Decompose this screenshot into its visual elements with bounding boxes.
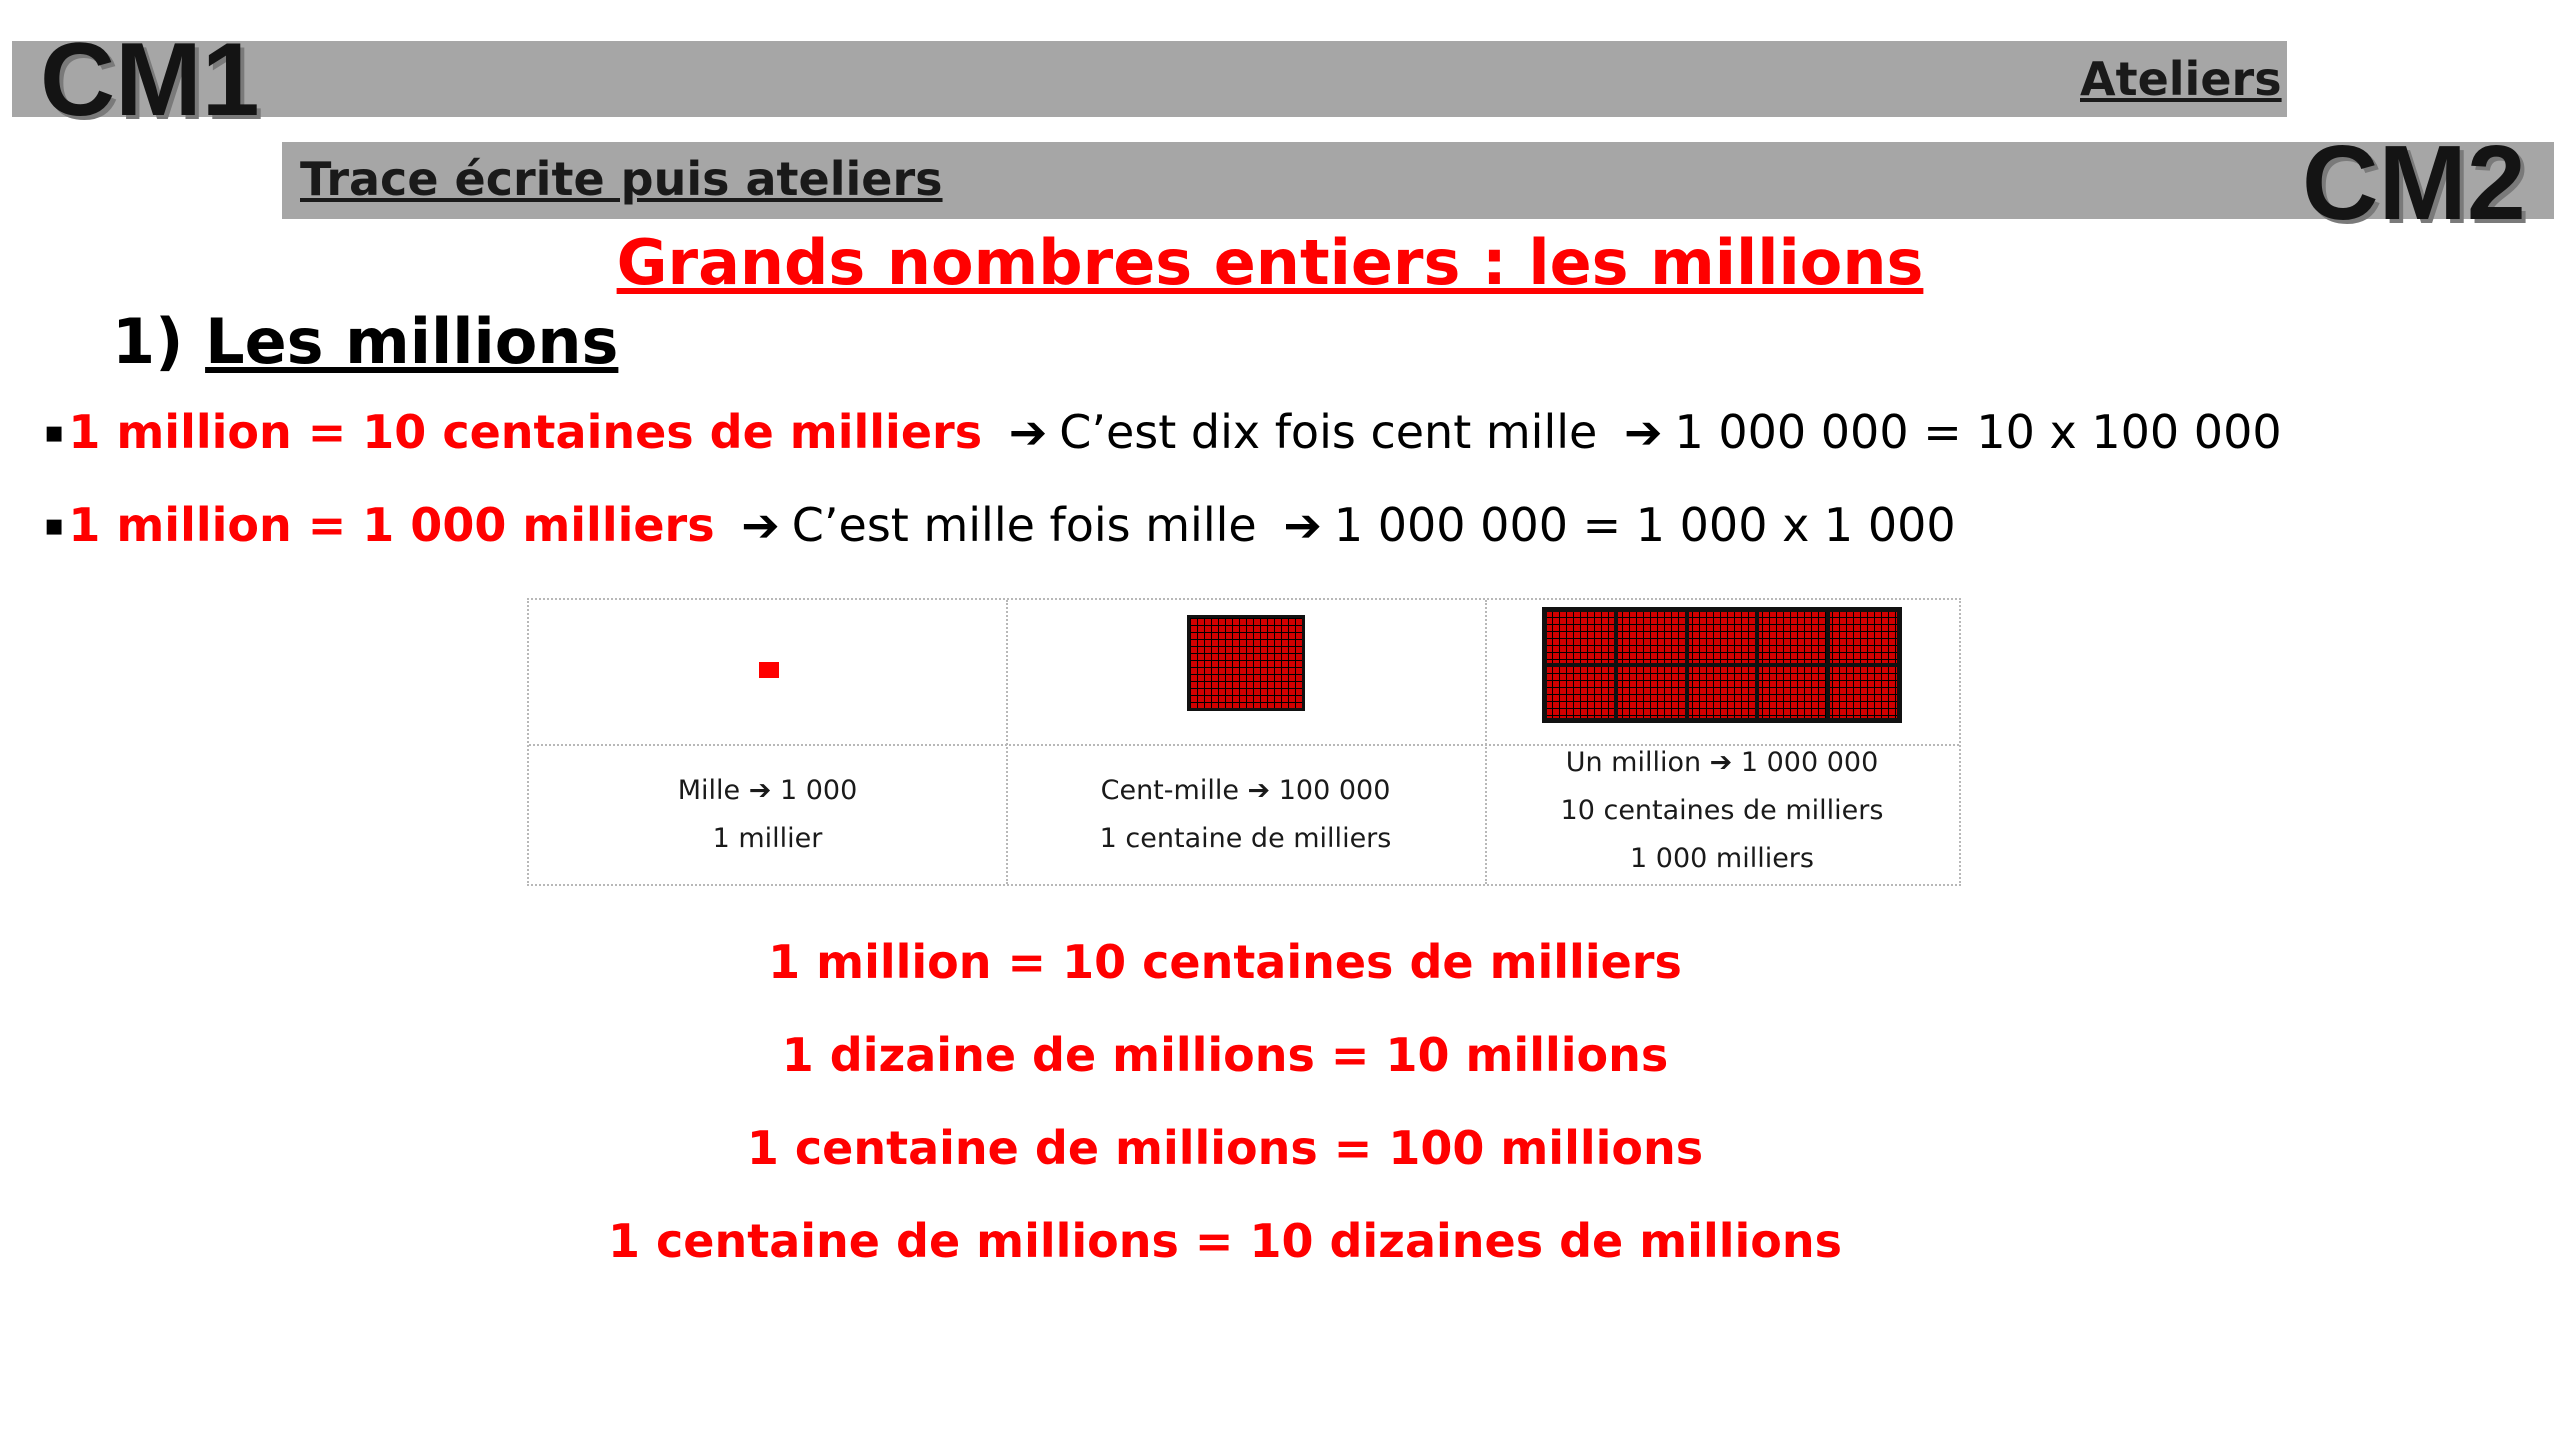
arrow-right-icon: ➔ [1283,498,1322,552]
level-cm1: CM1 [40,22,260,138]
level-cm2: CM2 [2302,124,2526,242]
page-title: Grands nombres entiers : les millions [616,226,1924,299]
cell-line: 10 centaines de milliers [1560,795,1884,826]
rule-explanation: C’est mille fois mille [791,498,1257,552]
header-band-top [12,41,2287,117]
cell-line: 1 millier [712,823,823,854]
arrow-right-icon: ➔ [1008,405,1048,459]
equality-1: 1 million = 10 centaines de milliers [768,935,1682,989]
section-heading [112,305,618,379]
rule-explanation: C’est dix fois cent mille [1059,405,1598,459]
equality-3: 1 centaine de millions = 100 millions [746,1121,1704,1175]
cell-line: Cent-mille ➔ 100 000 [1100,775,1391,806]
arrow-right-icon: ➔ [1623,405,1663,459]
table-cell-cent-mille [1006,750,1485,880]
rule-line-2 [44,498,1956,553]
rule-equation: 1 000 000 = 10 x 100 000 [1674,405,2282,459]
bullet-icon: ▪ [44,415,65,450]
thousand-block-icon [759,662,779,678]
cell-line: Un million ➔ 1 000 000 [1565,747,1879,778]
rule-line-1 [44,405,2282,460]
table-cell-million [1485,746,1959,876]
bullet-icon: ▪ [44,508,65,543]
equality-2: 1 dizaine de millions = 10 millions [781,1028,1669,1082]
table-cell-mille [529,750,1006,880]
cell-line: 1 centaine de milliers [1099,823,1392,854]
section-number: 1) [112,305,184,378]
ateliers-label: Ateliers [2080,52,2282,106]
equality-4: 1 centaine de millions = 10 dizaines de millions [608,1214,1842,1268]
million-grid-icon [1542,607,1902,723]
cell-line: 1 000 milliers [1630,843,1814,874]
hundred-thousand-grid-icon [1187,615,1305,711]
rule-red-text: 1 million = 10 centaines de milliers [68,405,983,459]
subtitle-trace: Trace écrite puis ateliers [300,152,943,206]
rule-red-text: 1 million = 1 000 milliers [68,498,715,552]
rule-equation: 1 000 000 = 1 000 x 1 000 [1333,498,1956,552]
cell-line: Mille ➔ 1 000 [677,775,858,806]
arrow-right-icon: ➔ [741,498,780,552]
section-label: Les millions [205,305,619,378]
